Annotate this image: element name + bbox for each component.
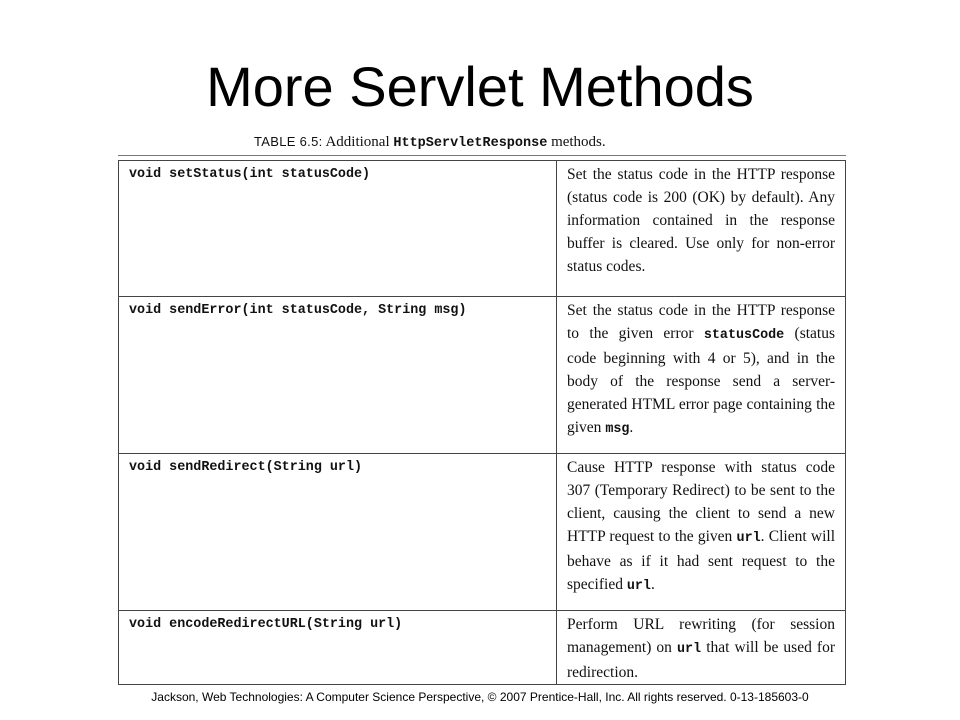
description-code: url	[736, 531, 761, 547]
description-text: (status code beginning with 4 or 5), and in the body of the response send a server-generated HTML error page containing the given	[567, 325, 836, 437]
description-text: that will be used for redirection.	[567, 639, 835, 682]
table-caption-text: Additional	[325, 134, 390, 150]
table-top-rule	[118, 155, 846, 156]
description-code: url	[677, 642, 702, 658]
description-text: .	[650, 576, 655, 594]
method-signature: void sendRedirect(String url)	[119, 454, 557, 611]
table-caption-class: HttpServletResponse	[393, 136, 548, 151]
table-row	[119, 297, 846, 454]
table-caption	[254, 132, 606, 154]
description-code: url	[626, 579, 651, 595]
table-row	[119, 611, 846, 685]
table-row	[119, 454, 846, 611]
method-description	[557, 297, 846, 454]
description-text: Perform URL rewriting (for session management) on	[567, 616, 835, 657]
table-caption-suffix: methods.	[551, 134, 606, 150]
methods-table	[118, 160, 846, 685]
description-code: msg	[605, 422, 630, 438]
description-code: statusCode	[703, 328, 785, 344]
description-text: Set the status code in the HTTP response to the given error	[567, 302, 835, 343]
method-signature: void encodeRedirectURL(String url)	[119, 611, 557, 685]
table-row	[119, 161, 846, 297]
description-text: . Client will behave as if it had sent request to the specified	[567, 528, 835, 594]
description-text: .	[629, 419, 634, 437]
slide-footer: Jackson, Web Technologies: A Computer Science Perspective, © 2007 Prentice-Hall, Inc. All rights reserved. 0-13-185603-0	[151, 690, 809, 704]
method-signature: void sendError(int statusCode, String msg)	[119, 297, 557, 454]
description-text: Cause HTTP response with status code 307 (Temporary Redirect) to be sent to the client, causing the client to send a new HTTP request to the given	[567, 459, 835, 546]
method-description	[557, 454, 846, 611]
method-description: Set the status code in the HTTP response (status code is 200 (OK) by default). Any information contained in the response buffer is cleared. Use only for non-error status codes.	[557, 161, 846, 297]
slide-title: More Servlet Methods	[206, 55, 754, 118]
method-description	[557, 611, 846, 685]
table-caption-label: TABLE 6.5:	[254, 134, 323, 149]
method-signature: void setStatus(int statusCode)	[119, 161, 557, 297]
